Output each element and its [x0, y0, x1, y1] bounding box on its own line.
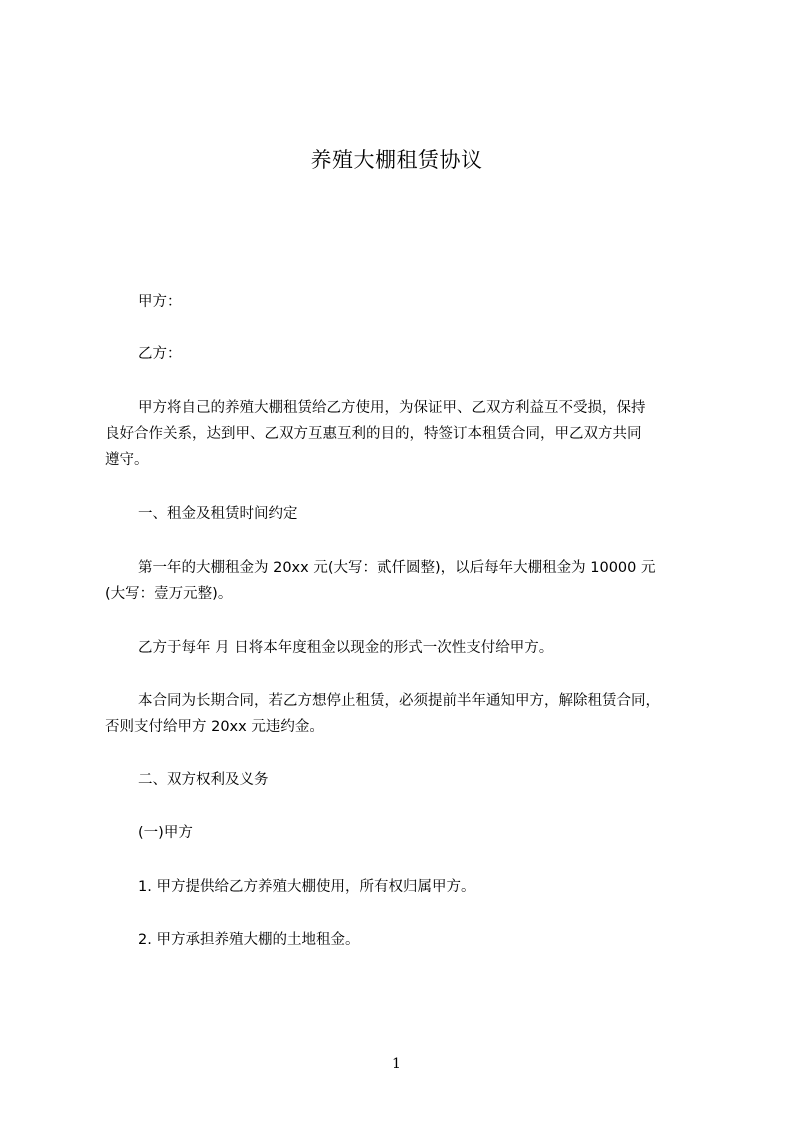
section-1-heading: 一、租金及租赁时间约定	[138, 506, 298, 522]
party-b-label: 乙方：	[138, 346, 182, 362]
party-a-label: 甲方：	[138, 294, 182, 310]
rent-paragraph	[105, 555, 700, 607]
intro-line-3: 遵守。	[105, 452, 149, 468]
termination-line-1: 本合同为长期合同，若乙方想停止租赁，必须提前半年通知甲方，解除租赁合同，	[138, 693, 660, 709]
document-title: 养殖大棚租赁协议	[310, 148, 483, 172]
intro-line-2: 良好合作关系，达到甲、乙双方互惠互利的目的，特签订本租赁合同，甲乙双方共同	[105, 426, 642, 442]
rent-line-1: 第一年的大棚租金为 20xx 元(大写：贰仟圆整)，以后每年大棚租金为 10000 元	[138, 560, 656, 576]
rent-line-2: (大写：壹万元整)。	[105, 586, 233, 602]
intro-line-1: 甲方将自己的养殖大棚租赁给乙方使用，为保证甲、乙双方利益互不受损，保持	[138, 400, 646, 416]
intro-paragraph	[105, 395, 700, 473]
page-number: 1	[392, 1056, 401, 1072]
section-2-heading: 二、双方权利及义务	[138, 772, 269, 788]
payment-paragraph: 乙方于每年 月 日将本年度租金以现金的形式一次性支付给甲方。	[138, 640, 554, 656]
list-item: 2. 甲方承担养殖大棚的土地租金。	[138, 932, 360, 948]
list-item: 1. 甲方提供给乙方养殖大棚使用，所有权归属甲方。	[138, 879, 476, 895]
subsection-party-a: (一)甲方	[138, 825, 193, 841]
termination-paragraph	[105, 688, 700, 740]
termination-line-2: 否则支付给甲方 20xx 元违约金。	[105, 719, 324, 735]
